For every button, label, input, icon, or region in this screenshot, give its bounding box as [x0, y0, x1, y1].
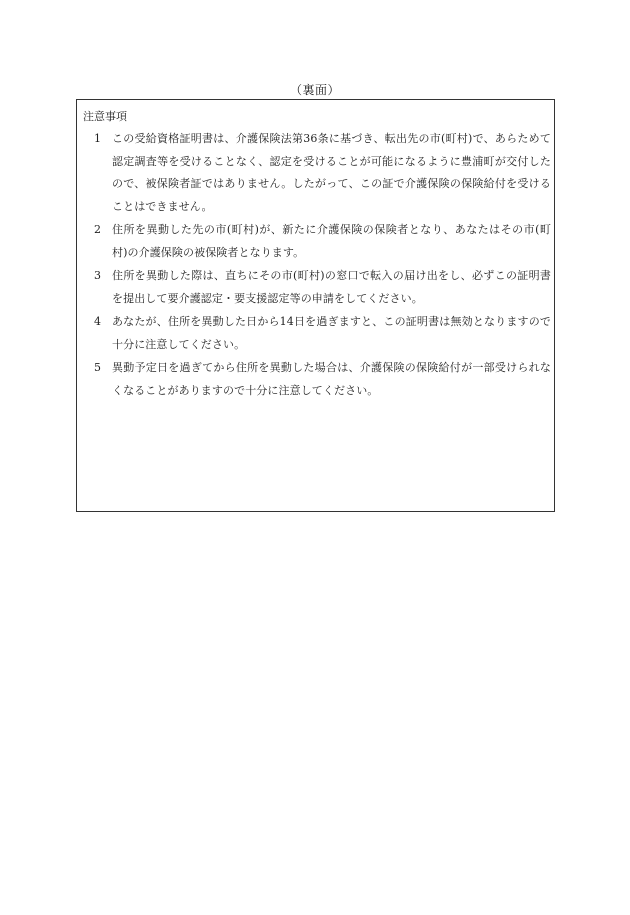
notice-item-2: [93, 219, 551, 264]
notice-list: [93, 128, 551, 403]
notice-item-text: 住所を異動した際は、直ちにその市(町村)の窓口で転入の届け出をし、必ずこの証明書を提出して要介護認定・要支援認定等の申請をしてください。: [112, 269, 551, 305]
notice-item-number: 5: [94, 361, 101, 374]
notice-box: [76, 99, 555, 512]
notice-item-3: [93, 265, 551, 310]
notice-item-4: [93, 311, 551, 356]
notice-item-text: 異動予定日を過ぎてから住所を異動した場合は、介護保険の保険給付が一部受けられなくなることがありますので十分に注意してください。: [112, 361, 551, 397]
notice-item-number: 3: [94, 269, 101, 282]
notice-item-text: 住所を異動した先の市(町村)が、新たに介護保険の保険者となり、あなたはその市(町村)の介護保険の被保険者となります。: [112, 223, 551, 259]
notice-item-text: あなたが、住所を異動した日から14日を過ぎますと、この証明書は無効となりますので十分に注意してください。: [112, 315, 551, 351]
notice-item-1: [93, 128, 551, 218]
notice-item-number: 4: [94, 315, 101, 328]
notice-item-text: この受給資格証明書は、介護保険法第36条に基づき、転出先の市(町村)で、あらためて認定調査等を受けることなく、認定を受けることが可能になるように豊浦町が交付したので、被保険者証ではありません。したがって、この証で介護保険の保険給付を受けることはできません。: [112, 132, 551, 213]
notice-item-number: 1: [94, 132, 101, 145]
notice-item-5: [93, 357, 551, 402]
notice-item-number: 2: [94, 223, 101, 236]
page-side-label: （裏面）: [289, 83, 340, 97]
notice-title: 注意事項: [83, 110, 127, 123]
